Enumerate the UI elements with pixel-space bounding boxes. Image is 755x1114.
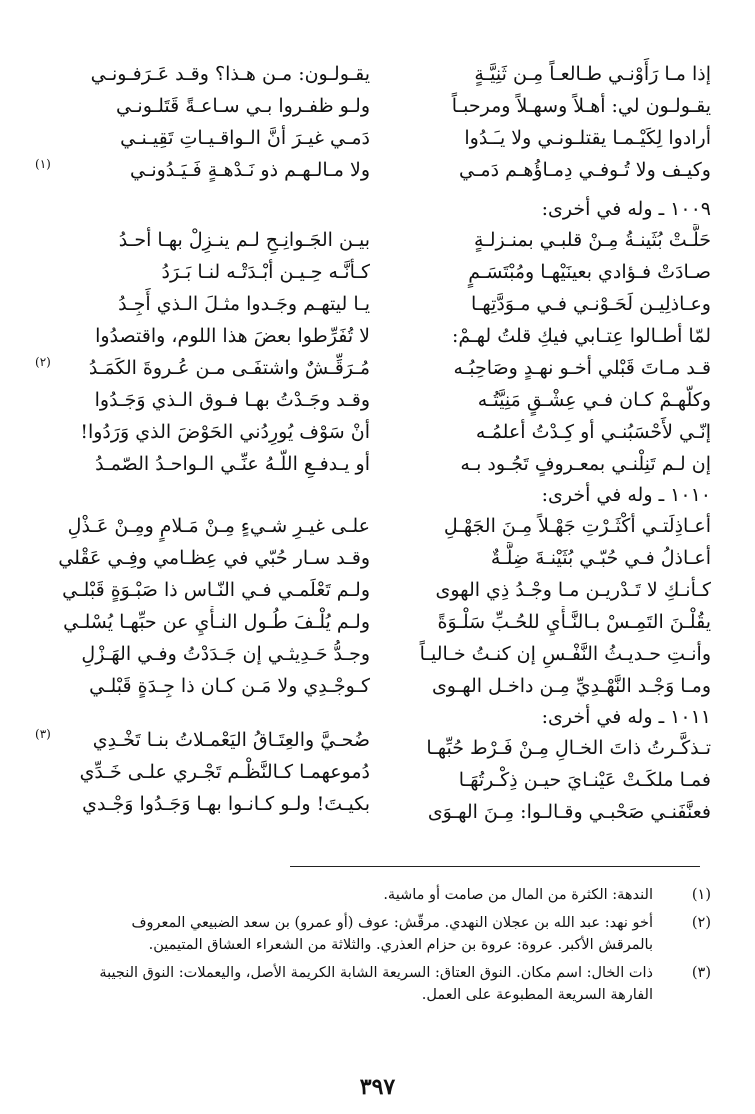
footnote-marker: (١) <box>35 157 51 171</box>
poem-heading-1011: ١٠١١ ـ وله في أخرى: <box>541 706 711 728</box>
verse-line <box>376 574 711 606</box>
hemistich: تـذكَّـرتُ ذاتَ الخـالِ مِـنْ فَـرْط حُبِّهـا <box>426 737 711 759</box>
hemistich: إن لـم تَنِلْنـي بمعـروفٍ تَجُـود بـه <box>460 453 711 475</box>
verse-line <box>35 606 370 638</box>
verse-line <box>376 122 711 154</box>
footnote-1 <box>41 884 711 906</box>
hemistich: أو يـدفـعِ اللّـهُ عنِّـي الـواحـدُ الصّمـدُ <box>95 453 370 475</box>
verse-line <box>35 756 370 788</box>
hemistich: ضُحـيَّ والعِتَـاقُ اليَعْمـلاتُ بنـا تَخْـدِي <box>92 729 370 751</box>
hemistich: صـادَتْ فـؤادي بعينَيْهـا ومُبْتَسَـمٍ <box>468 261 711 283</box>
verse-line <box>376 606 711 638</box>
page-number: ٣٩٧ <box>359 1074 396 1100</box>
hemistich: فعنَّفَنـي صَحْبـي وقـالـوا: مِـنَ الهـوَى <box>427 801 711 823</box>
footnote-text: الندهة: الكثرة من المال من صامت أو ماشية. <box>383 887 653 903</box>
hemistich: إذا مـا رَأَوْنـي طـالعـاً مِـن ثَنِيَّـةٍ <box>474 63 711 85</box>
verse-line <box>376 542 711 574</box>
verse-line <box>35 670 370 702</box>
hemistich: كـأنـكِ لا تَـدْريـن مـا وجْـدُ ذِي الهوى <box>435 579 711 601</box>
hemistich: وأنـتِ حـديـثُ النَّفْـسِ إن كنـتُ خـاليـاً <box>419 643 711 665</box>
verse-line <box>35 574 370 606</box>
verse-line <box>35 288 370 320</box>
hemistich: كـأنَّـه حِـيـن أبْـدَتْـه لنـا بَـرَدُ <box>161 261 370 283</box>
footnote-text: ذات الخال: اسم مكان. النوق العتاق: السريعة الشابة الكريمة الأصل، واليعملات: النوق النجيبة <box>99 965 653 981</box>
hemistich: أرادوا لِكَيْـمـا يقتلـونـي ولا يـَـدُوا <box>464 127 711 149</box>
hemistich: فمـا ملكَـتْ عَيْنـايَ حيـن ذِكْـرتُهَـا <box>458 769 711 791</box>
verse-line <box>376 256 711 288</box>
verse-line <box>376 510 711 542</box>
verse-line <box>35 224 370 256</box>
hemistich: وقـد وجَـدْتُ بهـا فـوق الـذي وَجَـدُوا <box>94 389 370 411</box>
hemistich: دُموعهمـا كـالنَّظْـم تَجْـري علـى خَـدِّي <box>79 761 370 783</box>
verse-line <box>376 732 711 764</box>
hemistich: إنّـي لأَحْسَبُنـي أو كِـدْتُ أعلمُـه <box>475 421 711 443</box>
hemistich: وجـدُّ حَـدِيثـي إن جَـدَدْتُ وفـي الهَـزْلِ <box>81 643 370 665</box>
hemistich: يقُلْـنَ التَمِـسْ بـالنَّـأْيِ للحُـبِّ سَلْـوَةً <box>437 611 711 633</box>
hemistich: يـا ليتهـم وجَـدوا مثـلَ الـذي أَجِـدُ <box>118 293 370 315</box>
verse-line <box>35 416 370 448</box>
verse-line <box>376 154 711 186</box>
footnote-text: أخو نهد: عبد الله بن عجلان النهدي. مرقّش: عوف (أو عمرو) بن سعد الضبيعي المعروف <box>131 915 653 931</box>
hemistich: وقـد سـار حُبّي في عِظـامي وفِـي عَقْلي <box>58 547 370 569</box>
verse-line <box>35 256 370 288</box>
hemistich: ولا مـالـهـم ذو نَـدْهـةٍ فَـيَـدُونـي <box>129 159 370 181</box>
verse-line <box>376 638 711 670</box>
verse-line <box>376 288 711 320</box>
verse-line <box>376 58 711 90</box>
verse-line <box>35 352 370 384</box>
hemistich: يقـولـون: مـن هـذا؟ وقـد عَـرَفـونـي <box>90 63 370 85</box>
verse-line <box>376 448 711 480</box>
verse-line <box>35 510 370 542</box>
hemistich: ولـو ظفـروا بـي سـاعـةً قَتَلـونـي <box>116 95 370 117</box>
verse-line <box>35 448 370 480</box>
verse-line <box>376 670 711 702</box>
hemistich: لمّا أطـالوا عِتـابي فيكِ قلتُ لهـمْ: <box>452 325 711 347</box>
verse-line <box>35 788 370 820</box>
hemistich: كـوجْـدِي ولا مَـن كـان ذا جِـدَةٍ قَبْلـي <box>89 675 370 697</box>
footnote-marker: (٣) <box>35 727 51 741</box>
hemistich: وكلّهـمْ كـان فـي عِشْـقٍ مَنِيَّتُـه <box>477 389 711 411</box>
hemistich: أعـاذِلَتـي أكْثَـرْتِ جَهْـلاً مِـنَ الجَهْـلِ <box>443 515 711 537</box>
verse-line <box>376 384 711 416</box>
hemistich: ولـم يُلْـفَ طُـول النـأْيِ عن حبِّهـا يُسْلـي <box>63 611 370 633</box>
verse-line <box>376 352 711 384</box>
hemistich: بكيـتَ! ولـو كـانـوا بهـا وَجَـدُوا وَجْـدي <box>82 793 370 815</box>
hemistich: وعـاذلِيـن لَحَـوْنـي فـي مـوَدَّتِهـا <box>470 293 711 315</box>
verse-line <box>376 416 711 448</box>
verse-line <box>35 58 370 90</box>
footnote-3 <box>41 962 711 1006</box>
verse-line <box>35 638 370 670</box>
verse-line <box>35 320 370 352</box>
verse-line <box>376 764 711 796</box>
hemistich: لا تُفَرِّطوا بعضَ هذا اللوم، واقتصدُوا <box>95 325 370 347</box>
verse-line <box>35 724 370 756</box>
hemistich: مُـرَقِّـشٌ واشتفَـى مـن عُـروةَ الكَمَـدُ <box>88 357 370 379</box>
verse-line <box>35 122 370 154</box>
footnote-divider <box>290 866 700 867</box>
footnote-2 <box>41 912 711 956</box>
verse-line <box>376 90 711 122</box>
footnote-text: بالمرقش الأكبر. عروة: عروة بن حزام العذري. والثلاثة من الشعراء العشاق المتيمين. <box>148 937 653 953</box>
hemistich: حَلَّـتْ بُثَينـةُ مِـنْ قلبـي بمنـزلـةٍ <box>474 229 711 251</box>
hemistich: يقـولـون لي: أهـلاً وسهـلاً ومرحبـاً <box>451 95 711 117</box>
verse-line <box>35 154 370 186</box>
hemistich: ومـا وَجْـد النَّهْـدِيِّ مِـن داخـل الهـوى <box>431 675 711 697</box>
verse-line <box>376 320 711 352</box>
footnote-text: الفارهة السريعة المطبوعة على العمل. <box>421 987 653 1003</box>
footnote-number: (٣) <box>691 965 711 981</box>
poem-heading-1009: ١٠٠٩ ـ وله في أخرى: <box>541 198 711 220</box>
verse-line <box>376 224 711 256</box>
hemistich: علـى غيـرِ شـيءٍ مِـنْ مَـلامٍ ومِـنْ عَـذْلِ <box>67 515 370 537</box>
footnote-number: (٢) <box>691 915 711 931</box>
hemistich: ولـم تَعْلَمـي فـي النّـاس ذا صَبْـوَةٍ قَبْلـي <box>62 579 370 601</box>
hemistich: وكيـف ولا تُـوفـي دِمـاؤُهـم دَمـي <box>459 159 711 181</box>
verse-line <box>35 90 370 122</box>
hemistich: أعـاذلُ فـي حُبّـي بُثَيْنـةَ ضِلَّـةٌ <box>490 547 711 569</box>
verse-line <box>376 796 711 828</box>
verse-line <box>35 384 370 416</box>
poem-heading-1010: ١٠١٠ ـ وله في أخرى: <box>541 484 711 506</box>
verse-line <box>35 542 370 574</box>
hemistich: بيـن الجَـوانِـحِ لـم ينـزِلْ بهـا أحـدُ <box>118 229 370 251</box>
footnote-marker: (٢) <box>35 355 51 369</box>
hemistich: دَمـي غيـرَ أنَّ الـواقـيـاتِ تَقِيـنـي <box>120 127 370 149</box>
hemistich: قـد مـاتَ قَبْلي أخـو نهـدٍ وصَاحِبُـه <box>453 357 711 379</box>
footnote-number: (١) <box>691 887 711 903</box>
hemistich: أنْ سَوْف يُورِدُني الحَوْضَ الذي وَرَدُوا! <box>80 421 370 443</box>
